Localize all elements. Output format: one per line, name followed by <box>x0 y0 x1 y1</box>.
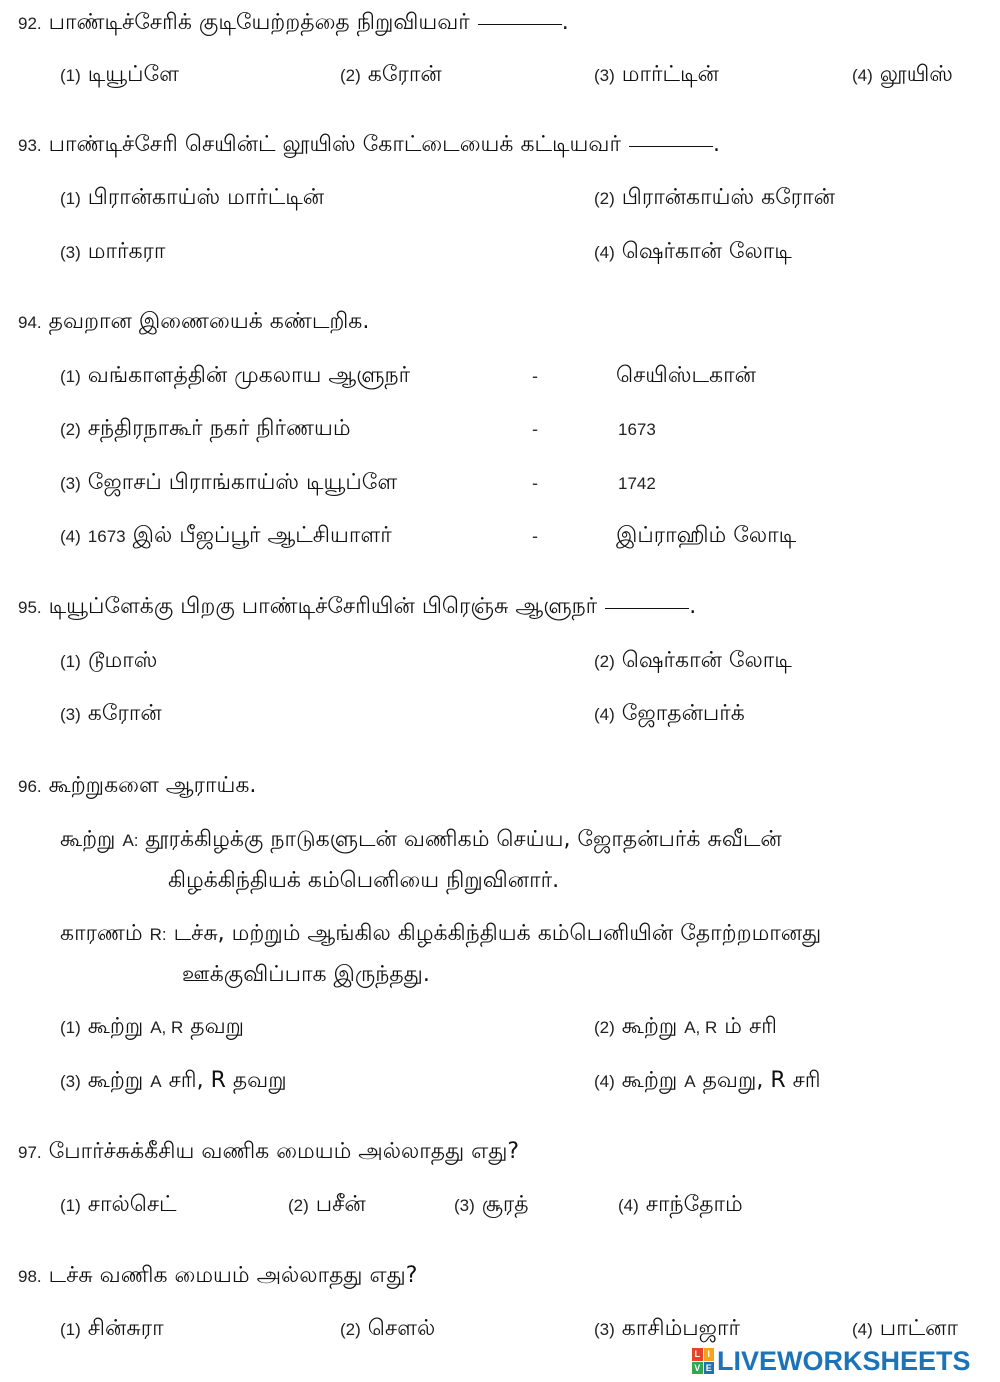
pair-match: இப்ராஹிம் லோடி <box>616 523 797 548</box>
pair-match: 1673 <box>618 420 656 439</box>
question-92: 92. பாண்டிச்சேரிக் குடியேற்றத்தை நிறுவியவர் . <box>18 10 569 35</box>
assertion-line: கூற்று A: தூரக்கிழக்கு நாடுகளுடன் வணிகம் செய்ய, ஜோதன்பர்க் சுவீடன் <box>60 827 782 852</box>
option[interactable]: (2) பசீன் <box>288 1192 366 1217</box>
logo-text: LIVEWORKSHEETS <box>717 1345 971 1376</box>
reason-line: காரணம் R: டச்சு, மற்றும் ஆங்கில கிழக்கிந்தியக் கம்பெனியின் தோற்றமானது <box>60 921 822 946</box>
option[interactable]: (3) காசிம்பஜார் <box>594 1316 740 1341</box>
pair-dash: - <box>532 526 538 546</box>
liveworksheets-logo[interactable] <box>692 1346 971 1376</box>
question-text: போர்ச்சுக்கீசிய வணிக மையம் அல்லாதது எது? <box>48 1139 520 1164</box>
pair-option[interactable]: (3) ஜோசப் பிராங்காய்ஸ் டியூப்ளே <box>60 470 398 495</box>
option[interactable]: (4) சாந்தோம் <box>618 1192 743 1217</box>
question-text: தவறான இணையைக் கண்டறிக. <box>48 309 370 334</box>
option[interactable]: (4) ஷெர்கான் லோடி <box>594 239 792 264</box>
pair-dash: - <box>532 419 538 439</box>
pair-match: 1742 <box>618 474 656 493</box>
option[interactable]: (2) பிரான்காய்ஸ் கரோன் <box>594 185 835 210</box>
question-text: பாண்டிச்சேரிக் குடியேற்றத்தை நிறுவியவர் <box>48 10 470 35</box>
question-text: டியூப்ளேக்கு பிறகு பாண்டிச்சேரியின் பிரெஞ்சு ஆளுநர் <box>48 594 598 619</box>
pair-option[interactable]: (2) சந்திரநாகூர் நகர் நிர்ணயம் <box>60 416 351 441</box>
option[interactable]: (1) கூற்று A, R தவறு <box>60 1014 245 1039</box>
reason-line-2: ஊக்குவிப்பாக இருந்தது. <box>182 962 430 987</box>
question-number: 94. <box>18 313 42 332</box>
option[interactable]: (4) பாட்னா <box>852 1316 958 1341</box>
logo-badge-icon: L I V E <box>692 1348 714 1374</box>
option[interactable]: (4) லூயிஸ் <box>852 62 953 87</box>
question-number: 96. <box>18 777 42 796</box>
question-97 <box>18 1137 519 1168</box>
pair-option[interactable]: (1) வங்காளத்தின் முகலாய ஆளுநர் <box>60 363 411 388</box>
pair-option[interactable]: (4) 1673 இல் பீஜப்பூர் ஆட்சியாளர் <box>60 523 392 548</box>
option[interactable]: (1) சால்செட் <box>60 1192 177 1217</box>
question-text: கூற்றுகளை ஆராய்க. <box>48 773 257 798</box>
question-94 <box>18 307 369 338</box>
question-number: 98. <box>18 1267 42 1286</box>
option[interactable]: (1) டியூப்ளே <box>60 62 179 87</box>
question-number: 95. <box>18 598 42 617</box>
option[interactable]: (1) சின்சுரா <box>60 1316 164 1341</box>
option[interactable]: (3) சூரத் <box>454 1192 529 1217</box>
option[interactable]: (2) ஷெர்கான் லோடி <box>594 648 792 673</box>
option[interactable]: (4) ஜோதன்பர்க் <box>594 701 745 726</box>
option[interactable]: (4) கூற்று A தவறு, R சரி <box>594 1068 821 1093</box>
question-text: டச்சு வணிக மையம் அல்லாதது எது? <box>48 1263 418 1288</box>
answer-blank <box>605 607 689 609</box>
option[interactable]: (2) கரோன் <box>340 62 442 87</box>
assertion-line-2: கிழக்கிந்தியக் கம்பெனியை நிறுவினார். <box>168 868 560 893</box>
option[interactable]: (1) பிரான்காய்ஸ் மார்ட்டின் <box>60 185 325 210</box>
option[interactable]: (1) டூமாஸ் <box>60 648 158 673</box>
question-number: 93. <box>18 136 42 155</box>
pair-match: செயிஸ்டகான் <box>616 363 756 388</box>
question-98 <box>18 1261 417 1292</box>
question-95: 95. டியூப்ளேக்கு பிறகு பாண்டிச்சேரியின் பிரெஞ்சு ஆளுநர் . <box>18 594 697 619</box>
question-number: 97. <box>18 1143 42 1162</box>
option[interactable]: (3) மார்ட்டின் <box>594 62 719 87</box>
answer-blank <box>629 145 713 147</box>
pair-dash: - <box>532 366 538 386</box>
option[interactable]: (3) கரோன் <box>60 701 162 726</box>
option[interactable]: (2) செளல் <box>340 1316 436 1341</box>
question-number: 92. <box>18 14 42 33</box>
question-text: பாண்டிச்சேரி செயின்ட் லூயிஸ் கோட்டையைக் கட்டியவர் <box>48 132 621 157</box>
option[interactable]: (3) கூற்று A சரி, R தவறு <box>60 1068 287 1093</box>
question-96 <box>18 771 256 802</box>
pair-dash: - <box>532 473 538 493</box>
option[interactable]: (2) கூற்று A, R ம் சரி <box>594 1014 777 1039</box>
answer-blank <box>478 23 562 25</box>
option[interactable]: (3) மார்கரா <box>60 239 166 264</box>
question-93: 93. பாண்டிச்சேரி செயின்ட் லூயிஸ் கோட்டையைக் கட்டியவர் . <box>18 132 720 157</box>
